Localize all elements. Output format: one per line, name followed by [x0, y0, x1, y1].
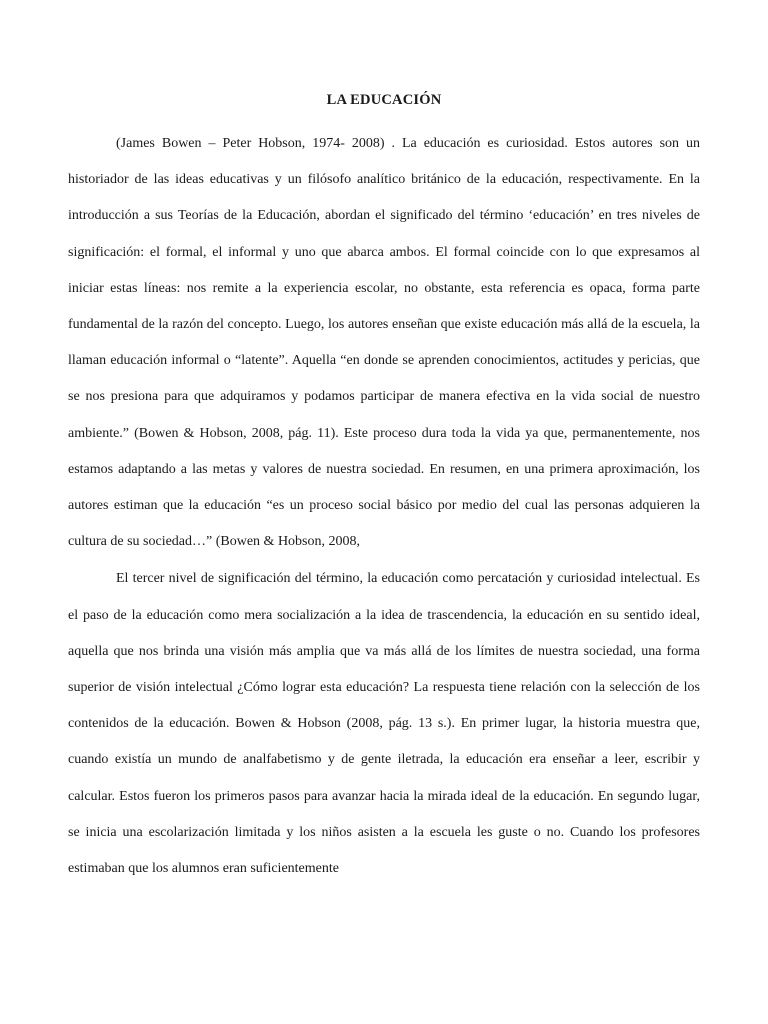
document-title: LA EDUCACIÓN — [326, 92, 442, 108]
paragraph-1: (James Bowen – Peter Hobson, 1974- 2008) . La educación es curiosidad. Estos autores son un historiador de las ideas educativas y un filósofo analítico británico de la educación, respectivamente. En la introducción a sus Teorías de la Educación, abordan el significado del término ‘educación’ en tres niveles de significación: el formal, el informal y uno que abarca ambos. El formal coincide con lo que expresamos al iniciar estas líneas: nos remite a la experiencia escolar, no obstante, esta referencia es opaca, forma parte fundamental de la razón del concepto. Luego, los autores enseñan que existe educación más allá de la escuela, la llaman educación informal o “latente”. Aquella “en donde se aprenden conocimientos, actitudes y pericias, que se nos presiona para que adquiramos y podamos participar de manera efectiva en la vida social de nuestro ambiente.” (Bowen & Hobson, 2008, pág. 11). Este proceso dura toda la vida ya que, permanentemente, nos estamos adaptando a las metas y valores de nuestra sociedad. En resumen, en una primera aproximación, los autores estiman que la educación “es un proceso social básico por medio del cual las personas adquieren la cultura de su sociedad…” (Bowen & Hobson, 2008, — [68, 136, 700, 550]
paragraph-2: El tercer nivel de significación del término, la educación como percatación y curiosidad intelectual. Es el paso de la educación como mera socialización a la idea de trascendencia, la educación en su sentido ideal, aquella que nos brinda una visión más amplia que va más allá de los límites de nuestra sociedad, una forma superior de visión intelectual ¿Cómo lograr esta educación? La respuesta tiene relación con la selección de los contenidos de la educación. Bowen & Hobson (2008, pág. 13 s.). En primer lugar, la historia muestra que, cuando existía un mundo de analfabetismo y de gente iletrada, la educación era enseñar a leer, escribir y calcular. Estos fueron los primeros pasos para avanzar hacia la mirada ideal de la educación. En segundo lugar, se inicia una escolarización limitada y los niños asisten a la escuela les guste o no. Cuando los profesores estimaban que los alumnos eran suficientemente — [68, 571, 700, 877]
document-body — [68, 126, 700, 887]
